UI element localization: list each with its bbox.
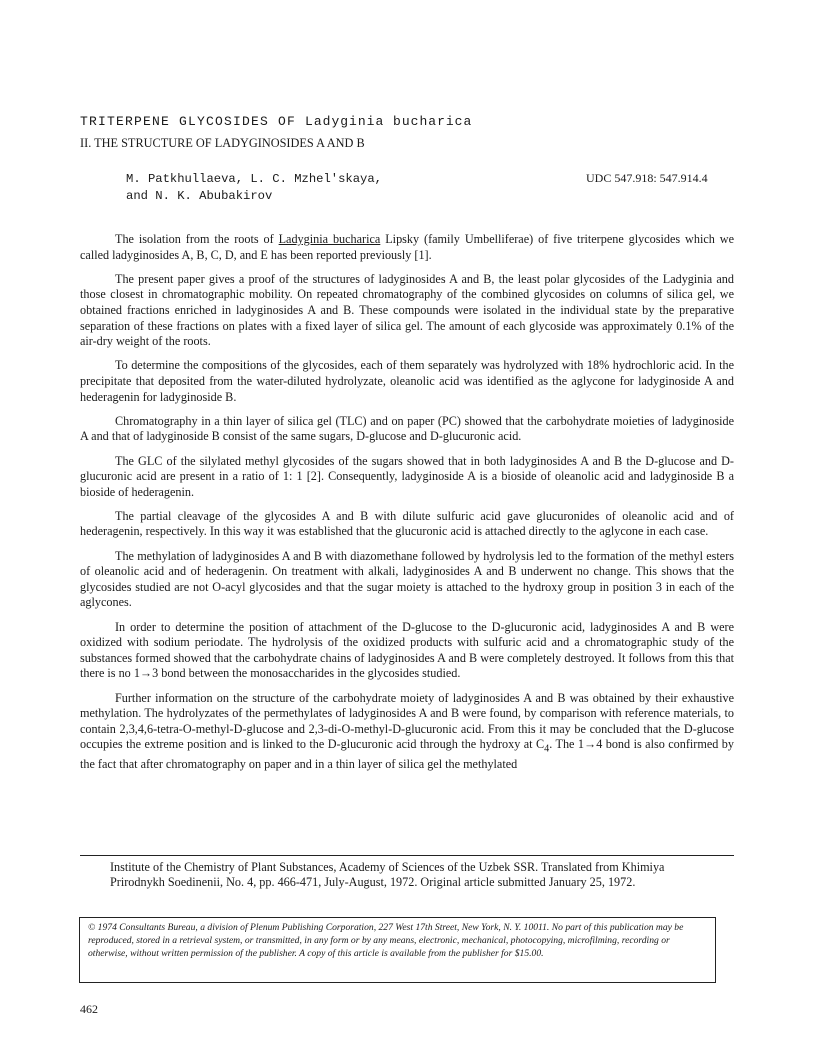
paragraph: The present paper gives a proof of the structures of ladyginosides A and B, the least polar glycosides of the Ladyginia and those closest in chromatographic mobility. On repeated chromatography of the combined glycosides on columns of silica gel, we obtained fractions enriched in ladyginosides A and B. These compounds were isolated in the individual state by the preparative separation of these fractions on plates with a fixed layer of silica gel. The amount of each glycoside was approximately 0.1% of the air-dry weight of the roots. (80, 271, 734, 349)
page-number: 462 (80, 1002, 98, 1016)
udc-code: UDC 547.918: 547.914.4 (586, 171, 708, 185)
author-list (126, 171, 382, 205)
paragraph: In order to determine the position of attachment of the D-glucose to the D-glucuronic acid, ladyginosides A and B were oxidized with sodium periodate. The hydrolysis of the oxidized products with sulfuric acid and a chromatographic study of the substances formed showed that the carbohydrate chains of ladyginosides A and B were completely destroyed. It follows from this that there is no 1→3 bond between the monosaccharides in the glycosides studied. (80, 619, 734, 681)
author-line: M. Patkhullaeva, L. C. Mzhel'skaya, (126, 172, 382, 186)
article-title (80, 114, 472, 129)
paragraph-text: Further information on the structure of the carbohydrate moiety of ladyginosides A and B was obtained by their exhaustive methylation. The hydrolyzates of the permethylates of ladyginosides A and B were found, by comparison with reference materials, to contain 2,3,4,6-tetra-O-methyl-D-glucose and 2,3-di-O-methyl-D-glucuronic acid. From this it may be concluded that the D-glucose occupies the extreme position and is linked to the D-glucuronic acid through the hydroxy at C (80, 690, 734, 752)
footnote-divider (80, 855, 734, 856)
paragraph (80, 691, 734, 773)
footnote: Institute of the Chemistry of Plant Substances, Academy of Sciences of the Uzbek SSR. Translated from Khimiya Prirodnykh Soedinenii, No. 4, pp. 466-471, July-August, 1972. Original article submitted January 25, 1972. (110, 860, 665, 890)
species-name: Ladyginia bucharica (278, 232, 381, 246)
paragraph-text: Lipsky (family Umbelliferae) of five triterpene glycosides which we called ladyginosides A, B, C, D, and E has been reported previously [1]. (80, 232, 734, 262)
paragraph: The partial cleavage of the glycosides A and B with dilute sulfuric acid gave glucuronides of oleanolic acid and of hederagenin, respectively. In this way it was established that the glucuronic acid is attached directly to the aglycone in each case. (80, 508, 734, 539)
paragraph: The GLC of the silylated methyl glycosides of the sugars showed that in both ladyginosides A and B the D-glucose and D-glucuronic acid are present in a ratio of 1: 1 [2]. Consequently, ladyginoside A is a bioside of oleanolic acid and ladyginoside B a bioside of hederagenin. (80, 453, 734, 499)
paragraph-text: . The 1→4 bond is also confirmed by the fact that after chromatography on paper and in a thin layer of silica gel the methylated (80, 737, 734, 772)
paragraph: Chromatography in a thin layer of silica gel (TLC) and on paper (PC) showed that the carbohydrate moieties of ladyginoside A and that of ladyginoside B consist of the same sugars, D-glucose and D-glucuronic acid. (80, 413, 734, 444)
paragraph: To determine the compositions of the glycosides, each of them separately was hydrolyzed with 18% hydrochloric acid. In the precipitate that deposited from the water-diluted hydrolyzate, oleanolic acid was identified as the aglycone for ladyginoside A and hederagenin for ladyginoside B. (80, 358, 734, 404)
author-line: and N. K. Abubakirov (126, 189, 273, 203)
article-subtitle: II. THE STRUCTURE OF LADYGINOSIDES A AND B (80, 136, 365, 150)
article-title-main: TRITERPENE GLYCOSIDES OF (80, 114, 297, 129)
subscript: 4 (544, 743, 550, 755)
copyright-text: © 1974 Consultants Bureau, a division of Plenum Publishing Corporation, 227 West 17th Street, New York, N. Y. 10011. No part of this publication may be reproduced, stored in a retrieval system, or transmitted, in any form or by any means, electronic, mechanical, photocopying, microfilming, recording or otherwise, without written permission of the publisher. A copy of this article is available from the publisher for $15.00. (88, 922, 684, 960)
paragraph-text: The isolation from the roots of (115, 232, 279, 246)
paragraph (80, 232, 734, 263)
paragraph: The methylation of ladyginosides A and B with diazomethane followed by hydrolysis led to the formation of the methyl esters of oleanolic acid and of hederagenin. On treatment with alkali, ladyginosides A and B underwent no change. This shows that the glycosides studied are not O-acyl glycosides and that the sugar moiety is attached to the hydroxy group in position 3 in each of the aglycones. (80, 548, 734, 610)
article-title-species: Ladyginia bucharica (305, 114, 473, 129)
copyright-box (79, 917, 716, 983)
article-body (80, 232, 734, 782)
